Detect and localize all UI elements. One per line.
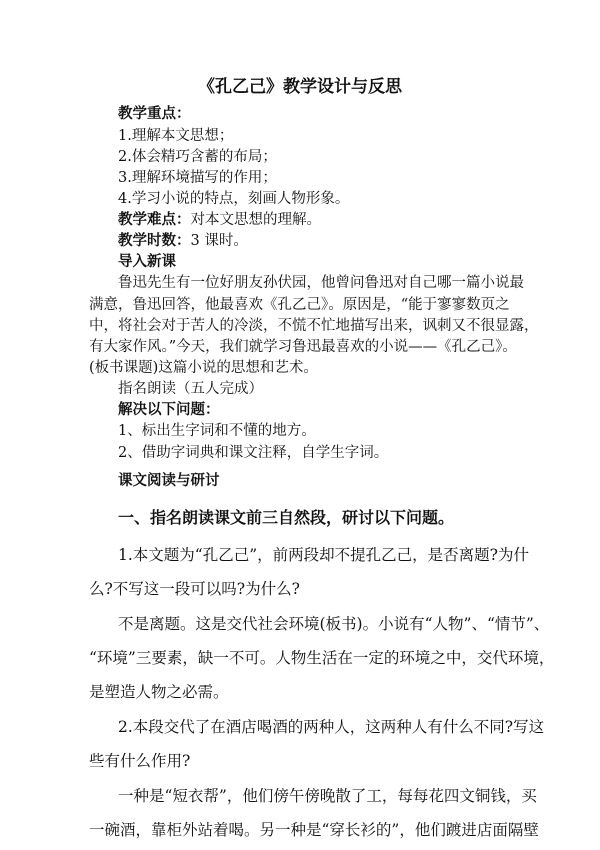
intro-heading: 导入新课 xyxy=(118,254,176,270)
intro-line: 中，将社会对于苦人的冷淡，不慌不忙地描写出来，讽刺又不很显露， xyxy=(89,318,539,334)
intro-line: 鲁迅先生有一位好朋友孙伏园，他曾问鲁迅对自己哪一篇小说最 xyxy=(118,275,524,291)
answer-2-line: 一碗酒，靠柜外站着喝。另一种是“穿长衫的”，他们踱进店面隔壁 xyxy=(89,821,539,839)
key-points-heading: 教学重点： xyxy=(118,106,191,122)
answer-1-line: “环境”三要素，缺一不可。人物生活在一定的环境之中，交代环境， xyxy=(89,649,555,667)
question-2-line: 2.本段交代了在酒店喝酒的两种人，这两种人有什么不同?写这 xyxy=(118,718,545,736)
section1-heading: 一、指名朗读课文前三自然段，研讨以下问题。 xyxy=(118,508,455,527)
answer-1-line: 是塑造人物之必需。 xyxy=(89,683,229,701)
intro-line: (板书课题)这篇小说的思想和艺术。 xyxy=(89,360,318,376)
list-item: 1.理解本文思想； xyxy=(118,128,234,144)
question-2-line: 些有什么作用? xyxy=(89,752,191,770)
question-1-line: 1.本文题为“孔乙己”，前两段却不提孔乙己，是否离题?为什 xyxy=(118,546,529,564)
answer-2-line: 一种是“短衣帮”，他们傍午傍晚散了工，每每花四文铜钱，买 xyxy=(118,787,537,805)
intro-line: 有大家作风。”今天，我们就学习鲁迅最喜欢的小说——《孔乙己》。 xyxy=(89,339,517,355)
list-item: 3.理解环境描写的作用； xyxy=(118,170,277,186)
difficulty-text: 对本文思想的理解。 xyxy=(190,212,321,228)
intro-line: 满意，鲁迅回答，他最喜欢《孔乙己》。原因是，“能于寥寥数页之 xyxy=(89,297,510,313)
question-1-line: 么?不写这一段可以吗?为什么? xyxy=(89,580,300,598)
reading-note: 指名朗读（五人完成） xyxy=(118,381,263,397)
list-item: 4.学习小说的特点，刻画人物形象。 xyxy=(118,191,350,207)
list-item: 2.体会精巧含蓄的布局； xyxy=(118,149,277,165)
list-item: 1、标出生字词和不懂的地方。 xyxy=(118,423,316,439)
difficulty-label: 教学难点： xyxy=(118,212,191,228)
study-heading: 课文阅读与研讨 xyxy=(118,473,220,489)
hours-label: 教学时数： xyxy=(118,233,191,249)
list-item: 2、借助字词典和课文注释，自学生字词。 xyxy=(118,445,389,461)
solve-heading: 解决以下问题： xyxy=(118,402,220,418)
hours-text: 3 课时。 xyxy=(190,233,248,249)
hours-line xyxy=(118,229,248,250)
answer-1-line: 不是离题。这是交代社会环境(板书)。小说有“人物”、“情节”、 xyxy=(118,615,550,633)
difficulty-line xyxy=(118,208,321,229)
page-title: 《孔乙己》教学设计与反思 xyxy=(198,77,402,97)
